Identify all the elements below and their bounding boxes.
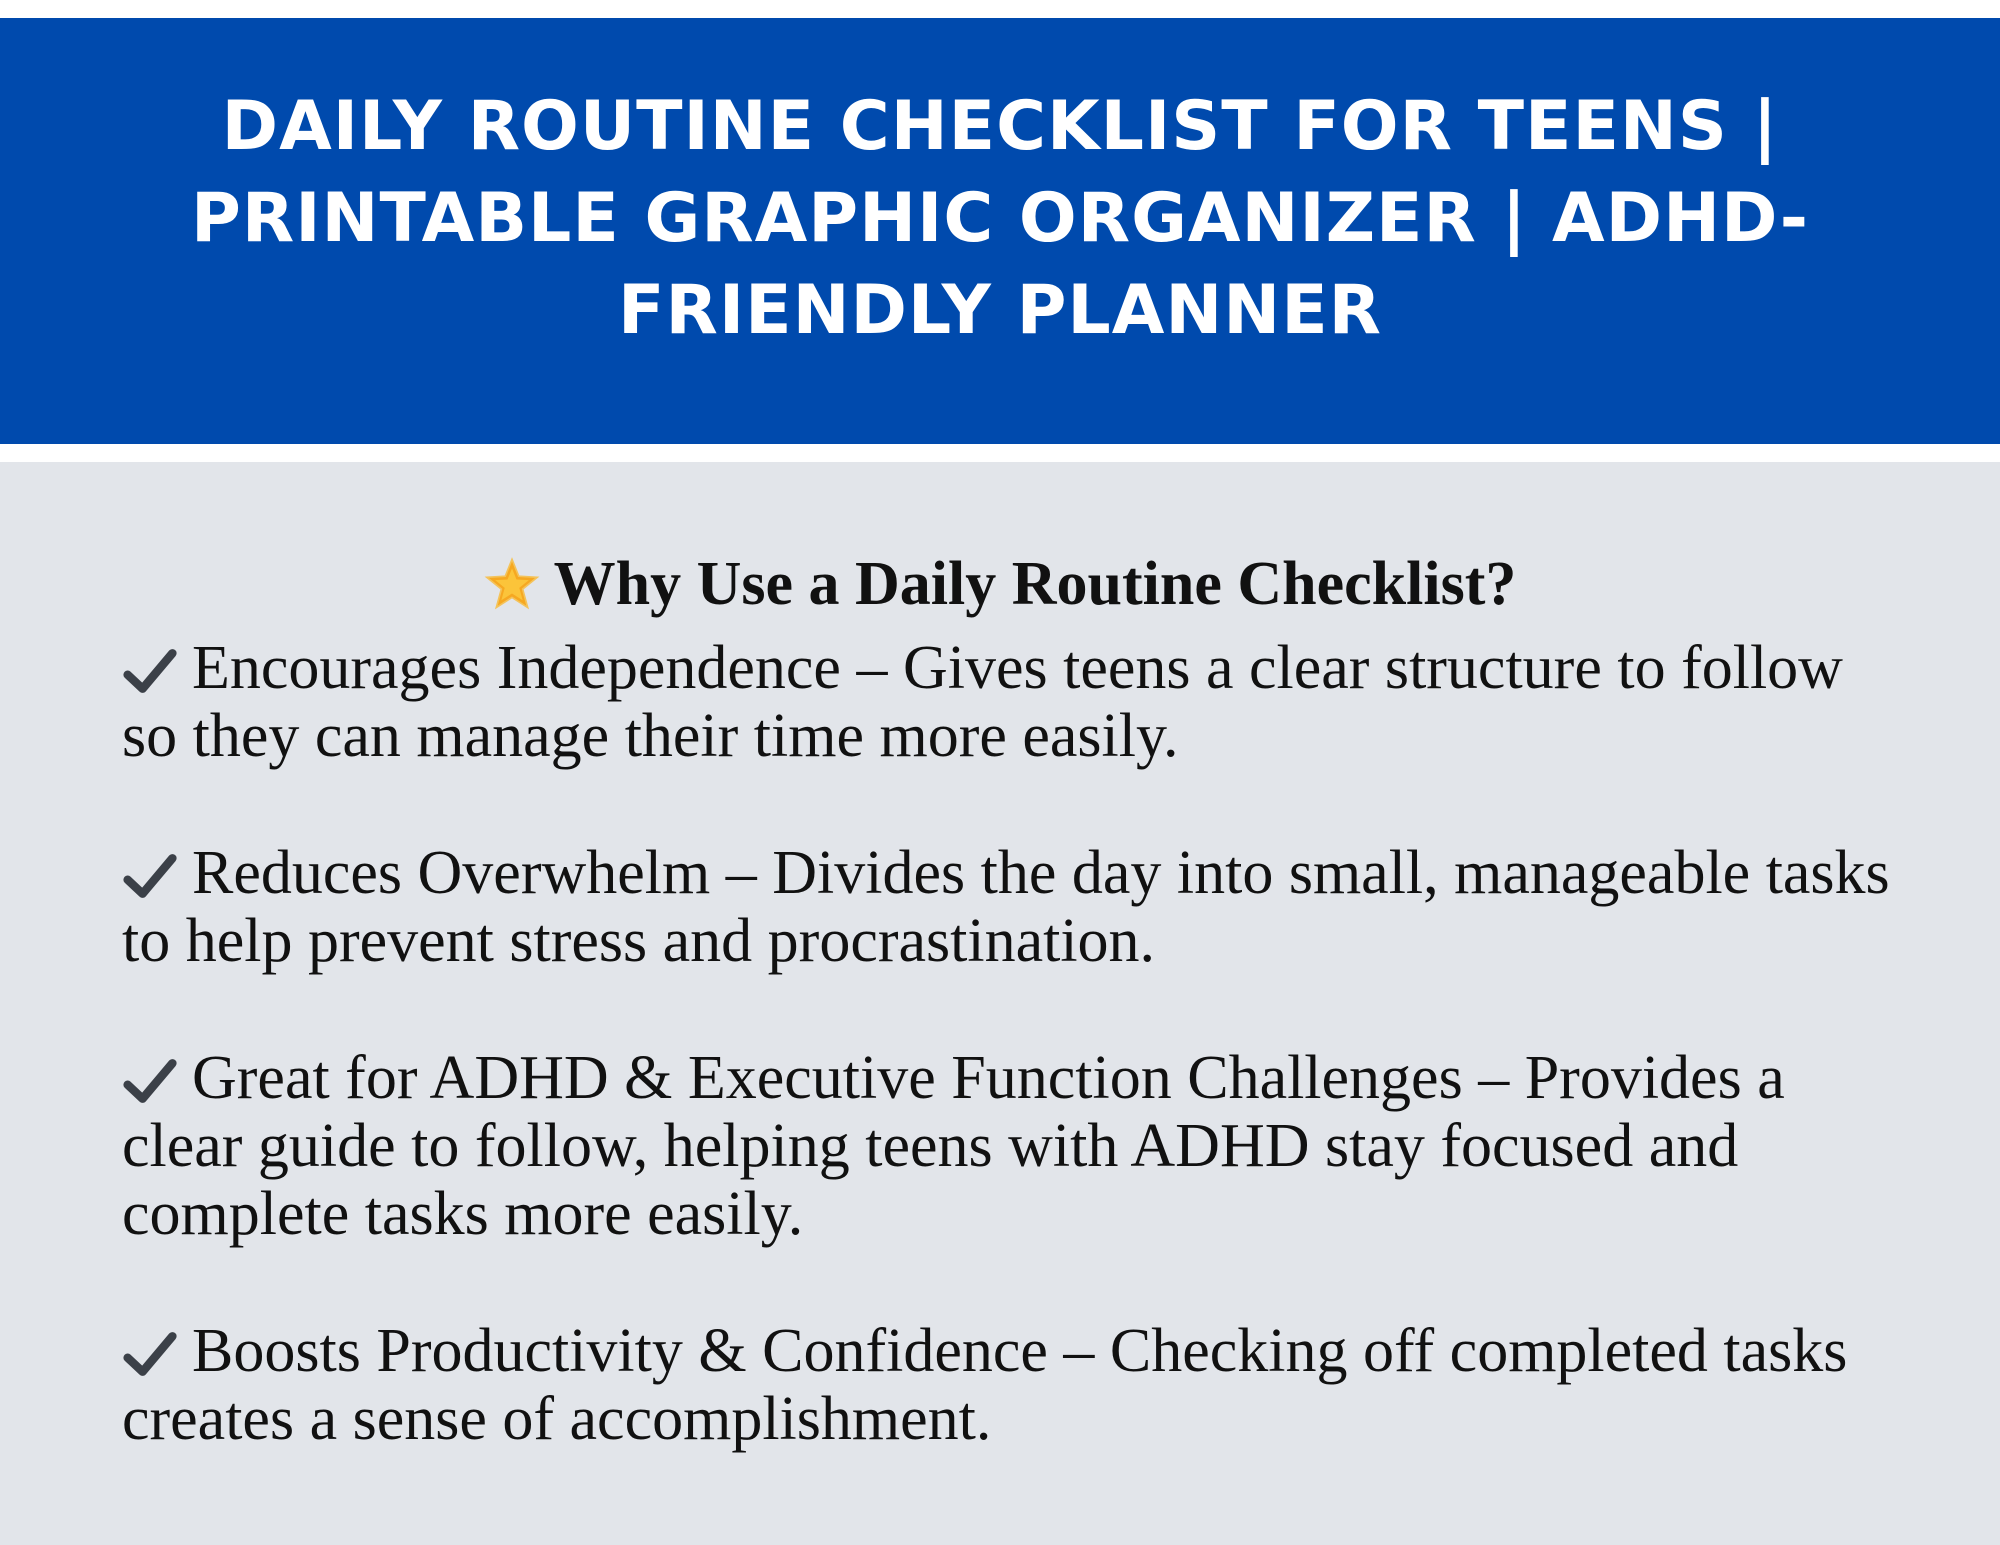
- star-icon: [484, 556, 540, 612]
- section-heading: [0, 550, 2000, 619]
- benefit-item: [122, 1044, 1902, 1248]
- page-title: DAILY ROUTINE CHECKLIST FOR TEENS | PRINTABLE GRAPHIC ORGANIZER | ADHD-FRIENDLY PLANNER: [191, 87, 1809, 350]
- benefit-title: Boosts Productivity & Confidence: [192, 1317, 1048, 1385]
- benefit-description: Checking off completed tasks creates a sense of accomplishment.: [122, 1317, 1848, 1453]
- benefit-item: [122, 634, 1902, 770]
- benefit-description: Divides the day into small, manageable tasks to help prevent stress and procrastination.: [122, 839, 1890, 975]
- benefit-description: Provides a clear guide to follow, helping teens with ADHD stay focused and complete tasks more easily.: [122, 1044, 1785, 1248]
- benefit-separator: –: [1063, 1317, 1095, 1385]
- benefit-title: Great for ADHD & Executive Function Challenges: [192, 1044, 1463, 1112]
- benefit-separator: –: [856, 634, 888, 702]
- check-icon: [122, 1329, 178, 1379]
- check-icon: [122, 1056, 178, 1106]
- benefit-description: Gives teens a clear structure to follow so they can manage their time more easily.: [122, 634, 1843, 770]
- benefit-title: Encourages Independence: [192, 634, 841, 702]
- section-heading-text: Why Use a Daily Routine Checklist?: [553, 550, 1517, 619]
- benefits-section: [0, 462, 2000, 1545]
- benefit-item: [122, 1317, 1902, 1453]
- benefit-separator: –: [1478, 1044, 1510, 1112]
- benefit-item: [122, 839, 1902, 975]
- check-icon: [122, 646, 178, 696]
- title-banner: [0, 18, 2000, 444]
- benefit-separator: –: [725, 839, 757, 907]
- check-icon: [122, 851, 178, 901]
- benefit-title: Reduces Overwhelm: [192, 839, 711, 907]
